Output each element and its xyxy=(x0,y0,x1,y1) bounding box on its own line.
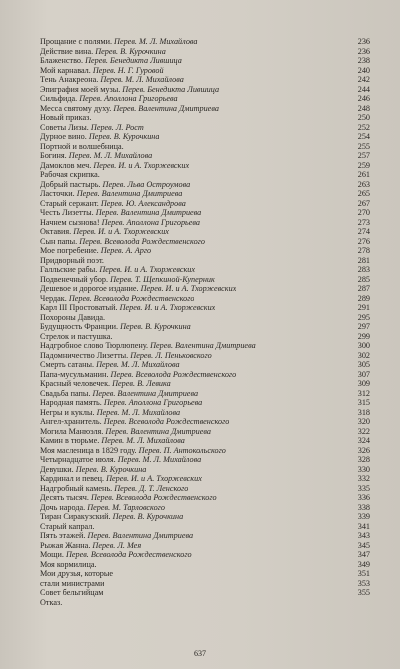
toc-entry-title: Тиран Сиракузский. xyxy=(40,512,111,521)
toc-entry-page: 274 xyxy=(357,227,370,236)
toc-entry xyxy=(40,446,370,456)
toc-entry xyxy=(40,484,370,494)
toc-entry xyxy=(40,132,370,142)
toc-entry-text xyxy=(40,227,169,237)
toc-entry-title: Галльские рабы. xyxy=(40,265,98,274)
toc-entry-page: 353 xyxy=(357,578,370,588)
toc-entry-page: 246 xyxy=(357,94,370,103)
toc-entry-text xyxy=(40,189,182,199)
toc-entry-translator: Перев. В. Курочкина xyxy=(112,512,184,521)
toc-entry xyxy=(40,522,370,532)
toc-entry-page: 285 xyxy=(357,274,370,284)
toc-entry-page: 270 xyxy=(357,208,370,217)
toc-entry xyxy=(40,588,370,598)
toc-entry-text xyxy=(40,294,194,304)
toc-entry-page: 315 xyxy=(357,398,370,407)
toc-entry-page: 326 xyxy=(357,445,370,455)
toc-entry-text xyxy=(40,237,205,247)
toc-entry-translator: Перев. М. Л. Михайлова xyxy=(101,436,185,445)
toc-entry xyxy=(40,322,370,332)
toc-entry-text xyxy=(40,341,256,351)
toc-entry-text xyxy=(40,208,201,218)
toc-entry-translator: Перев. Аполлона Григорьева xyxy=(79,94,178,103)
toc-entry-title: Ласточки. xyxy=(40,189,75,198)
toc-entry-text xyxy=(40,275,215,285)
toc-entry xyxy=(40,569,370,579)
toc-entry-page: 302 xyxy=(357,350,370,360)
toc-entry-title: Моя кормилица. xyxy=(40,559,97,569)
toc-entry-translator: Перев. И. и А. Тхоржевских xyxy=(99,265,196,274)
toc-entry xyxy=(40,180,370,190)
toc-entry xyxy=(40,256,370,266)
toc-entry-text xyxy=(40,598,62,608)
toc-entry xyxy=(40,113,370,123)
toc-entry-text xyxy=(40,560,97,570)
toc-entry-title: Старый сержант. xyxy=(40,198,99,208)
toc-entry xyxy=(40,341,370,351)
toc-entry-page: 338 xyxy=(357,502,370,512)
toc-entry-translator: Перев. Н. Г. Гуровой xyxy=(92,65,164,75)
toc-entry-translator: Перев. Всеволода Рождественского xyxy=(65,550,192,559)
toc-entry-translator: Перев. В. Курочкина xyxy=(95,46,166,56)
toc-entry xyxy=(40,398,370,408)
toc-entry-title: Дешевое и дорогое издание. xyxy=(40,284,139,293)
toc-entry xyxy=(40,436,370,446)
toc-entry-translator: Перев. В. Курочкина xyxy=(75,464,147,474)
toc-entry-page: 332 xyxy=(357,474,370,483)
toc-entry xyxy=(40,598,370,608)
toc-entry-title: Месса святому духу. xyxy=(40,103,112,113)
toc-entry-text xyxy=(40,85,219,95)
page-number: 637 xyxy=(194,649,206,658)
toc-entry xyxy=(40,189,370,199)
toc-entry xyxy=(40,66,370,76)
toc-entry-page: 283 xyxy=(357,265,370,274)
toc-entry xyxy=(40,379,370,389)
toc-entry xyxy=(40,579,370,589)
toc-entry-page: 248 xyxy=(357,103,370,113)
toc-entry xyxy=(40,265,370,275)
toc-entry xyxy=(40,493,370,503)
toc-entry-page: 278 xyxy=(357,246,370,255)
toc-entry xyxy=(40,275,370,285)
toc-entry-translator: Перев. Всеволода Рождественского xyxy=(79,236,205,246)
toc-entry xyxy=(40,351,370,361)
toc-entry-page: 242 xyxy=(357,75,370,84)
toc-entry-translator: Перев. Бенедикта Лившица xyxy=(85,56,182,65)
toc-entry-page: 347 xyxy=(357,550,370,559)
toc-entry-page: 345 xyxy=(357,540,370,550)
toc-entry-title: Кардинал и певец. xyxy=(40,474,105,483)
toc-entry-title: Действие вина. xyxy=(40,46,94,56)
toc-entry-text xyxy=(40,579,104,589)
toc-entry-title: Рыжая Жанна. xyxy=(40,540,91,550)
toc-entry-translator: Перев. Л. Рост xyxy=(90,122,144,132)
toc-entry-text xyxy=(40,436,185,446)
toc-entry-page: 273 xyxy=(357,217,370,227)
toc-entry-title: Тень Анакреона. xyxy=(40,75,99,84)
toc-entry-page: 320 xyxy=(357,417,370,426)
toc-entry-page: 318 xyxy=(357,407,370,417)
toc-entry-page: 265 xyxy=(357,189,370,198)
toc-entry-translator: Перев. Всеволода Рождественского xyxy=(90,493,217,502)
toc-entry xyxy=(40,370,370,380)
toc-entry-text xyxy=(40,66,164,76)
toc-entry-translator: Перев. Валентина Дмитриева xyxy=(150,341,256,350)
toc-entry xyxy=(40,474,370,484)
toc-entry-text xyxy=(40,199,186,209)
toc-entry-translator: Перев. М. Л. Михайлова xyxy=(117,455,202,464)
toc-entry-text xyxy=(40,170,100,180)
toc-entry xyxy=(40,218,370,228)
toc-entry-title: Новый приказ. xyxy=(40,113,92,122)
toc-entry xyxy=(40,284,370,294)
toc-entry-translator: Перев. М. Л. Михайлова xyxy=(96,407,181,417)
toc-entry-page: 299 xyxy=(357,331,370,341)
toc-entry-title: Ангел-хранитель. xyxy=(40,417,102,426)
toc-entry-text xyxy=(40,56,182,66)
toc-entry-title: Падомничество Лизетты. xyxy=(40,350,129,360)
toc-entry xyxy=(40,303,370,313)
toc-entry-translator: Перев. П. Антокольского xyxy=(138,445,226,455)
toc-entry-text xyxy=(40,493,217,503)
toc-entry-title: Дурное вино. xyxy=(40,132,87,141)
toc-entry-text xyxy=(40,370,236,380)
toc-entry-translator: Перев. И. и А. Тхоржевских xyxy=(93,160,190,170)
toc-entry-translator: Перев. М. Тарловского xyxy=(87,502,165,512)
toc-entry-page: 255 xyxy=(357,141,370,151)
toc-entry-title: Негры и куклы. xyxy=(40,407,95,417)
toc-entry-page: 244 xyxy=(357,84,370,94)
toc-entry xyxy=(40,170,370,180)
toc-entry-text xyxy=(40,379,171,389)
toc-entry xyxy=(40,455,370,465)
toc-entry-page: 281 xyxy=(357,255,370,265)
toc-entry xyxy=(40,560,370,570)
toc-entry xyxy=(40,541,370,551)
toc-entry-title: Дамоклов меч. xyxy=(40,160,92,170)
toc-entry-title: Эпиграфия моей музы. xyxy=(40,84,121,94)
toc-entry xyxy=(40,550,370,560)
toc-entry xyxy=(40,85,370,95)
toc-entry-page: 236 xyxy=(357,46,370,56)
toc-entry-title: Свадьба папы. xyxy=(40,388,91,398)
toc-entry xyxy=(40,389,370,399)
toc-entry-translator: Перев. Всеволода Рождественского xyxy=(110,369,237,379)
toc-entry-page: 250 xyxy=(357,113,370,122)
toc-entry-text xyxy=(40,303,215,313)
toc-entry-title: Дочь народа. xyxy=(40,502,86,512)
toc-entry-text xyxy=(40,398,202,408)
toc-entry-translator: Перев. М. Л. Михайлова xyxy=(100,75,184,84)
toc-entry-page: 343 xyxy=(357,531,370,540)
toc-entry xyxy=(40,427,370,437)
toc-entry-translator: Перев. Л. Мея xyxy=(92,540,142,550)
toc-entry-text xyxy=(40,427,211,437)
toc-entry xyxy=(40,227,370,237)
toc-entry xyxy=(40,94,370,104)
toc-entry-title: Папа-мусульманин. xyxy=(40,369,109,379)
toc-entry-page: 307 xyxy=(357,369,370,379)
toc-entry-title: Сильфида. xyxy=(40,94,78,103)
toc-entry-translator: Перев. Д. Т. Ленского xyxy=(114,483,189,493)
toc-entry-translator: Перев. Льва Остроумова xyxy=(102,179,191,189)
toc-entry-title: Октавия. xyxy=(40,227,72,236)
toc-entry-translator: Перев. М. Л. Михайлова xyxy=(114,37,198,46)
toc-entry-text xyxy=(40,522,94,532)
toc-entry-text xyxy=(40,503,165,513)
toc-entry-translator: Перев. Валентина Дмитриева xyxy=(113,103,219,113)
toc-entry xyxy=(40,75,370,85)
toc-entry-translator: Перев. И. и А. Тхоржевских xyxy=(119,303,216,312)
toc-entry-text xyxy=(40,550,192,560)
toc-entry xyxy=(40,47,370,57)
toc-entry xyxy=(40,408,370,418)
toc-entry-text xyxy=(40,94,178,104)
toc-entry-page: 254 xyxy=(357,132,370,141)
toc-entry-title: стали министрами xyxy=(40,578,105,588)
toc-entry-text xyxy=(40,569,113,579)
toc-entry-text xyxy=(40,142,124,152)
toc-entry-text xyxy=(40,408,180,418)
toc-entry-title: Красный человечек. xyxy=(40,379,111,388)
toc-entry-translator: Перев. Всеволода Рождественского xyxy=(68,293,195,303)
toc-entry-title: Надгробное слово Тюрлюпену. xyxy=(40,341,149,350)
toc-entry-page: 351 xyxy=(357,569,370,578)
toc-entry-translator: Перев. И. и А. Тхоржевских xyxy=(106,474,202,483)
toc-entry-text xyxy=(40,360,180,370)
toc-entry xyxy=(40,208,370,218)
toc-entry-title: Богиня. xyxy=(40,151,67,160)
toc-entry xyxy=(40,512,370,522)
toc-entry-page: 297 xyxy=(357,322,370,331)
toc-entry-text xyxy=(40,455,201,465)
toc-entry-page: 289 xyxy=(357,293,370,303)
toc-entry-title: Мое погребение. xyxy=(40,246,99,255)
toc-entry-page: 276 xyxy=(357,236,370,246)
toc-entry-title: Стрелок и пастушка. xyxy=(40,331,113,341)
toc-entry-title: Смерть сатаны. xyxy=(40,360,95,369)
toc-entry-title: Блаженство. xyxy=(40,56,84,65)
toc-entry xyxy=(40,465,370,475)
toc-entry-text xyxy=(40,180,190,190)
toc-entry-translator: Перев. Т. Щепкиной-Куперник xyxy=(110,274,215,284)
toc-entry xyxy=(40,142,370,152)
toc-entry-title: Подвенечный убор. xyxy=(40,274,109,284)
toc-entry xyxy=(40,360,370,370)
toc-entry-page: 336 xyxy=(357,493,370,502)
toc-entry-title: Портной и волшебница. xyxy=(40,141,124,151)
toc-entry-text xyxy=(40,474,202,484)
toc-entry-page: 312 xyxy=(357,388,370,398)
toc-entry-page: 291 xyxy=(357,303,370,312)
toc-entry-title: Похороны Давида. xyxy=(40,312,106,322)
toc-entry-translator: Перев. В. Курочкина xyxy=(88,132,160,141)
toc-entry-text xyxy=(40,246,151,256)
toc-entry-title: Честь Лизетты. xyxy=(40,208,94,217)
toc-entry-text xyxy=(40,218,200,228)
toc-entry xyxy=(40,332,370,342)
toc-entry-page: 267 xyxy=(357,198,370,208)
toc-entry-text xyxy=(40,446,226,456)
toc-entry-text xyxy=(40,265,195,275)
toc-entry-text xyxy=(40,351,212,361)
toc-entry-text xyxy=(40,417,229,427)
toc-entry-title: Надгробный камень. xyxy=(40,483,113,493)
toc-entry-text xyxy=(40,37,198,47)
toc-entry-page: 252 xyxy=(357,122,370,132)
toc-entry-text xyxy=(40,484,188,494)
toc-entry-title: Пять этажей. xyxy=(40,531,86,540)
toc-entry-text xyxy=(40,113,91,123)
toc-entry-text xyxy=(40,313,105,323)
toc-entry-page: 349 xyxy=(357,559,370,569)
toc-entry-text xyxy=(40,104,219,114)
toc-entry-translator: Перев. Аполлона Григорьева xyxy=(101,217,200,227)
toc-entry-translator: Перев. Бенедикта Лившица xyxy=(122,84,220,94)
toc-entry-page: 261 xyxy=(357,170,370,179)
toc-entry-text xyxy=(40,75,184,85)
toc-entry-title: Сын папы. xyxy=(40,236,78,246)
toc-entry-text xyxy=(40,151,152,161)
toc-entry-page: 263 xyxy=(357,179,370,189)
toc-entry-page: 238 xyxy=(357,56,370,65)
toc-entry-page: 295 xyxy=(357,312,370,322)
toc-entry xyxy=(40,56,370,66)
toc-entry-translator: Перев. Всеволода Рождественского xyxy=(103,417,230,426)
toc-entry-page: 328 xyxy=(357,455,370,464)
toc-entry-translator: Перев. Валентина Дмитриева xyxy=(92,388,199,398)
toc-entry-text xyxy=(40,332,112,342)
toc-entry-title: Прощание с полями. xyxy=(40,37,112,46)
toc-entry-page: 330 xyxy=(357,464,370,474)
toc-entry-text xyxy=(40,389,198,399)
toc-entry-title: Отказ. xyxy=(40,597,63,607)
toc-entry-page: 305 xyxy=(357,360,370,369)
toc-entry-translator: Перев. М. Л. Михайлова xyxy=(96,360,180,369)
toc-entry-translator: Перев. Валентина Дмитриева xyxy=(105,426,211,436)
toc-entry-title: Старый капрал. xyxy=(40,521,95,531)
toc-entry-page: 339 xyxy=(357,512,370,521)
toc-entry-translator: Перев. Ю. Александрова xyxy=(100,198,186,208)
toc-entry-page: 324 xyxy=(357,436,370,445)
toc-entry-title: Моя масленица в 1829 году. xyxy=(40,445,137,455)
toc-entry xyxy=(40,294,370,304)
toc-entry-translator: Перев. А. Арго xyxy=(100,246,152,255)
toc-entry-title: Начнем сызнова! xyxy=(40,217,100,227)
toc-entry-translator: Перев. Валентина Дмитриева xyxy=(95,208,202,217)
toc-entry-title: Четырнадцатое июля. xyxy=(40,455,116,464)
toc-entry-text xyxy=(40,588,103,598)
toc-entry-title: Добрый пастырь. xyxy=(40,179,101,189)
table-of-contents xyxy=(40,37,370,607)
toc-entry-page: 240 xyxy=(357,65,370,75)
toc-entry-text xyxy=(40,322,191,332)
toc-entry-translator: Перев. М. Л. Михайлова xyxy=(68,151,153,160)
toc-entry-title: Девушки. xyxy=(40,464,74,474)
toc-entry-text xyxy=(40,123,144,133)
toc-entry-page: 257 xyxy=(357,151,370,160)
toc-entry-translator: Перев. В. Левика xyxy=(112,379,171,388)
toc-entry-title: Рабочая скрипка. xyxy=(40,170,100,179)
toc-entry xyxy=(40,417,370,427)
toc-entry-page: 300 xyxy=(357,341,370,350)
toc-entry-title: Десять тысяч. xyxy=(40,493,89,502)
toc-entry-text xyxy=(40,512,183,522)
toc-entry-title: Чердак. xyxy=(40,293,67,303)
toc-entry-page: 335 xyxy=(357,483,370,493)
toc-entry-page: 322 xyxy=(357,426,370,436)
toc-entry-text xyxy=(40,284,236,294)
toc-entry xyxy=(40,531,370,541)
toc-entry xyxy=(40,151,370,161)
toc-entry-title: Советы Лизы. xyxy=(40,122,89,132)
toc-entry xyxy=(40,161,370,171)
toc-entry-text xyxy=(40,132,159,142)
toc-entry-text xyxy=(40,541,141,551)
toc-entry xyxy=(40,237,370,247)
toc-entry-title: Народная память. xyxy=(40,398,102,407)
toc-entry-title: Мощи. xyxy=(40,550,64,559)
toc-entry-text xyxy=(40,161,189,171)
toc-entry xyxy=(40,503,370,513)
toc-entry-page: 287 xyxy=(357,284,370,293)
toc-entry-translator: Перев. И. и А. Тхоржевских xyxy=(73,227,169,236)
toc-entry-translator: Перев. Аполлона Григорьева xyxy=(103,398,203,407)
toc-entry xyxy=(40,246,370,256)
toc-entry-text xyxy=(40,256,104,266)
toc-entry-page: 259 xyxy=(357,160,370,170)
toc-entry-translator: Перев. В. Курочкина xyxy=(120,322,191,331)
toc-entry-title: Будущность Франции. xyxy=(40,322,119,331)
toc-entry-translator: Перев. Валентина Дмитриева xyxy=(87,531,194,540)
toc-entry-translator: Перев. И. и А. Тхоржевских xyxy=(140,284,237,293)
toc-entry-title: Карл III Простоватый. xyxy=(40,303,118,312)
toc-entry-title: Могила Манюэля. xyxy=(40,426,104,436)
toc-entry-title: Придворный поэт. xyxy=(40,255,104,265)
toc-entry xyxy=(40,104,370,114)
toc-entry xyxy=(40,199,370,209)
toc-entry-translator: Перев. Валентина Дмитриева xyxy=(76,189,183,198)
toc-entry-page: 355 xyxy=(357,588,370,597)
toc-entry-title: Мои друзья, которые xyxy=(40,569,114,578)
toc-entry-page: 309 xyxy=(357,379,370,388)
toc-entry-page: 341 xyxy=(357,521,370,531)
toc-entry-text xyxy=(40,465,146,475)
toc-entry xyxy=(40,37,370,47)
toc-entry-title: Камин в тюрьме. xyxy=(40,436,100,445)
toc-entry-text xyxy=(40,531,193,541)
toc-entry-title: Совет бельгийцам xyxy=(40,588,104,597)
toc-entry xyxy=(40,123,370,133)
toc-entry xyxy=(40,313,370,323)
toc-entry-page: 236 xyxy=(357,37,370,46)
toc-entry-translator: Перев. Л. Пеньковского xyxy=(130,350,212,360)
toc-entry-text xyxy=(40,47,166,57)
toc-entry-title: Мой карнавал. xyxy=(40,65,91,75)
